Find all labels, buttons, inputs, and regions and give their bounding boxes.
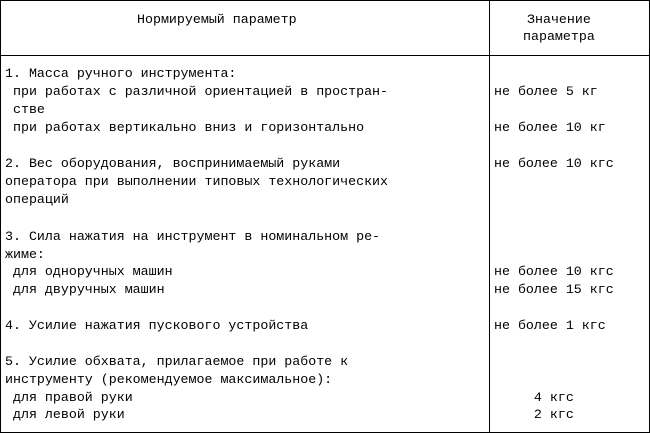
table-row-left: оператора при выполнении типовых технологических <box>5 174 389 189</box>
table-row-left: при работах с различной ориентацией в простран- <box>5 84 389 99</box>
column-header-value-line1: Значение <box>527 12 591 27</box>
table-row-left: операций <box>5 192 69 207</box>
table-row-value: не более 10 кг <box>494 120 606 135</box>
table-row-left: при работах вертикально вниз и горизонтально <box>5 120 365 135</box>
table-row-value: не более 15 кгс <box>494 282 614 297</box>
table-row-left: 3. Сила нажатия на инструмент в номинальном ре- <box>5 229 381 244</box>
header-divider <box>0 55 649 56</box>
table-row-left: для одноручных машин <box>5 264 173 279</box>
table-row-left: для двуручных машин <box>5 282 165 297</box>
table-row-left: 4. Усилие нажатия пускового устройства <box>5 318 309 333</box>
table-row-value: 2 кгс <box>494 407 574 422</box>
column-header-value-line2: параметра <box>523 29 595 44</box>
table-row-value: не более 10 кгс <box>494 156 614 171</box>
table-row-value: не более 10 кгс <box>494 264 614 279</box>
table-row-left: стве <box>5 102 45 117</box>
table-row-value: не более 5 кг <box>494 84 598 99</box>
column-header-parameter: Нормируемый параметр <box>137 12 297 27</box>
table-row-left: 2. Вес оборудования, воспринимаемый руками <box>5 156 341 171</box>
table-row-left: жиме: <box>5 247 45 262</box>
table-row-left: для левой руки <box>5 407 125 422</box>
table-row-left: для правой руки <box>5 390 133 405</box>
table-row-left: 1. Масса ручного инструмента: <box>5 66 237 81</box>
table-row-left: 5. Усилие обхвата, прилагаемое при работе к <box>5 354 349 369</box>
table-row-value: 4 кгс <box>494 390 574 405</box>
table-row-value: не более 1 кгс <box>494 318 606 333</box>
column-divider <box>489 0 490 432</box>
table-row-left: инструменту (рекомендуемое максимальное): <box>5 372 333 387</box>
